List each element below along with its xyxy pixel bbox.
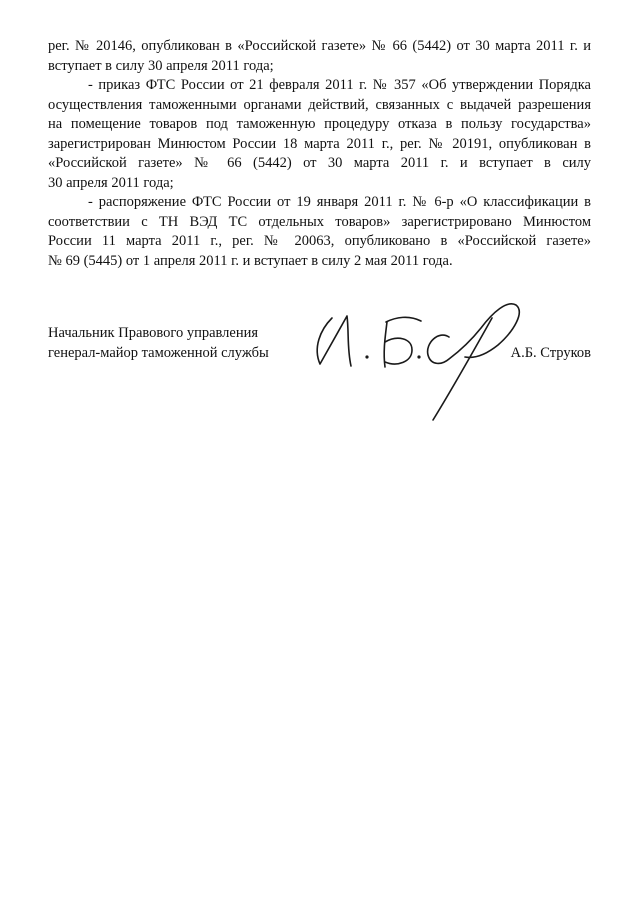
handwritten-signature: [300, 288, 540, 428]
signatory-rank: генерал-майор таможенной службы: [48, 344, 269, 361]
signatory-position-title: Начальник Правового управления: [48, 325, 259, 341]
signatory-name: А.Б. Струков: [510, 344, 591, 361]
text-line: вступает в силу 30 апреля 2011 года;: [48, 57, 274, 74]
text-line: России 11 марта 2011 г., рег. № 20063, опубликовано в «Российской газете»: [48, 233, 591, 250]
text-line: № 69 (5445) от 1 апреля 2011 г. и вступает в силу 2 мая 2011 года.: [48, 253, 453, 270]
text-line: «Российской газете» № 66 (5442) от 30 марта 2011 г. и вступает в силу: [48, 155, 591, 172]
list-item-order: [48, 76, 591, 193]
text-line: 30 апреля 2011 года;: [48, 174, 174, 191]
text-line: зарегистрирован Минюстом России 18 марта 2011 г., рег. № 20191, опубликован в: [48, 135, 591, 152]
text-line: на помещение товаров под таможенную процедуру отказа в пользу государства»: [48, 116, 591, 133]
document-body: [48, 37, 591, 272]
text-line: - распоряжение ФТС России от 19 января 2011 г. № 6-р «О классификации в: [88, 194, 591, 211]
paragraph-continuation: [48, 37, 591, 76]
list-item-directive: [48, 193, 591, 271]
text-line: рег. № 20146, опубликован в «Российской газете» № 66 (5442) от 30 марта 2011 г. и: [48, 38, 591, 54]
text-line: соответствии с ТН ВЭД ТС отдельных товаров» зарегистрировано Минюстом: [48, 213, 591, 230]
text-line: - приказ ФТС России от 21 февраля 2011 г. № 357 «Об утверждении Порядка: [88, 77, 591, 94]
text-line: осуществления таможенными органами действий, связанных с выдачей разрешения: [48, 96, 591, 113]
